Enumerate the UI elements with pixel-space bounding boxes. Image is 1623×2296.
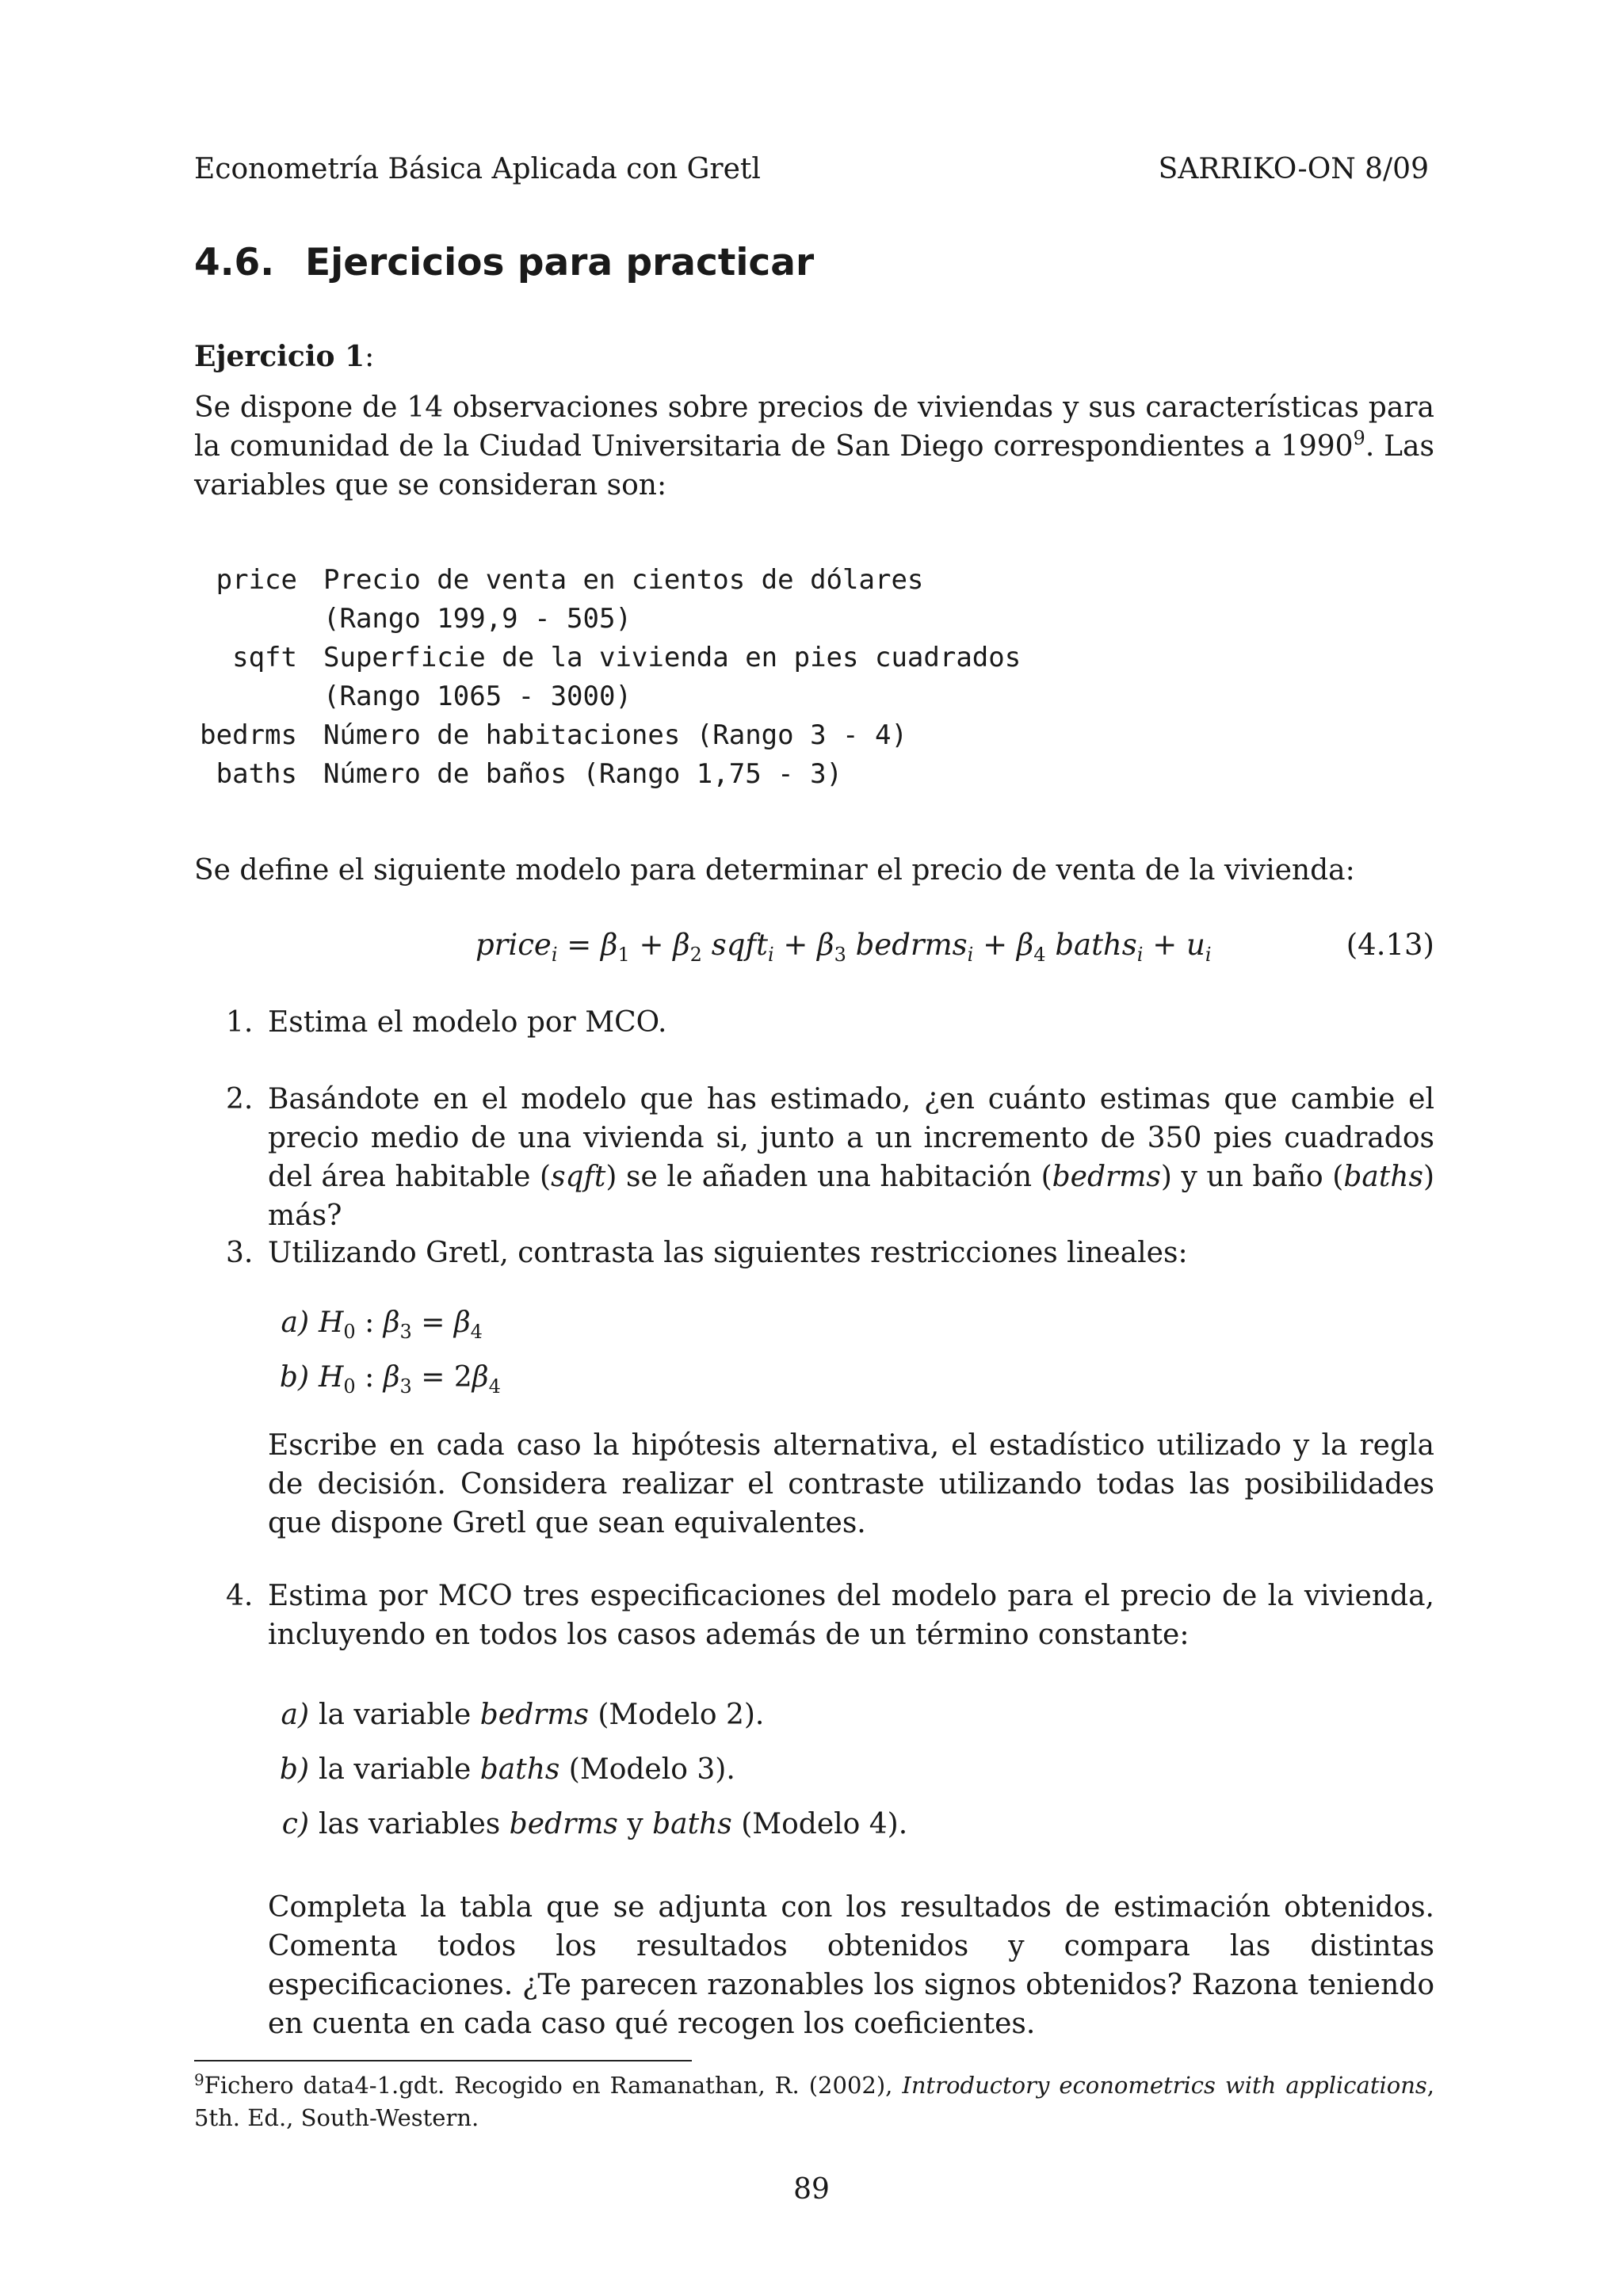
- variable-description: Número de baños (Rango 1,75 - 3): [323, 758, 843, 790]
- variable-row: [194, 755, 1021, 794]
- variable-row: [194, 600, 1021, 639]
- list-item-number: 1.: [226, 1006, 254, 1039]
- list-item-text: Estima el modelo por MCO.: [268, 1006, 667, 1039]
- exercise-title: Ejercicio 1: [194, 340, 365, 373]
- list-item: [194, 1080, 1434, 1235]
- variable-reference: baths: [479, 1753, 560, 1786]
- list-item-text: [268, 1080, 1434, 1235]
- intro-paragraph: [194, 388, 1434, 505]
- subitem-text: (Modelo 2).: [588, 1699, 765, 1731]
- list-item-text: Estima por MCO tres especificaciones del modelo para el precio de la vivienda, incluyendo en todos los casos además de un término constante:: [268, 1580, 1434, 1651]
- regression-equation: price$_i$ = $\beta_1 + \beta_2$ sqft$_i$ + $\beta_3$ bedrms$_i$ + $\beta_4$ baths$_i$ + $u_i$: [475, 928, 1212, 966]
- variable-row: [194, 677, 1021, 716]
- subitem-text: la variable: [319, 1753, 480, 1786]
- subitem-text: la variable: [319, 1699, 480, 1731]
- variable-name: price: [216, 564, 297, 596]
- section-heading: [194, 239, 814, 287]
- footnote-text: Fichero data4-1.gdt. Recogido en Ramanathan, R. (2002),: [204, 2072, 903, 2099]
- item-text-segment: ) y un baño (: [1160, 1161, 1344, 1193]
- list-item: [194, 1003, 1434, 1042]
- list-item: [194, 1577, 1434, 1654]
- footnote-mark: 9: [194, 2070, 204, 2089]
- variable-name: bedrms: [200, 719, 297, 751]
- variable-description: Número de habitaciones (Rango 3 - 4): [323, 719, 907, 751]
- intro-text: Se dispone de 14 observaciones sobre precios de viviendas y sus características para la comunidad de la Ciudad Universitaria de San Diego correspondientes a 1990: [194, 391, 1434, 463]
- exercise-colon: :: [365, 341, 375, 373]
- variable-row: [194, 639, 1021, 677]
- variable-row: [194, 716, 1021, 755]
- subitem-text: (Modelo 3).: [559, 1753, 735, 1786]
- exercise-label: [194, 339, 374, 375]
- hypothesis-b: b) $H_0$ : $\beta_3 = 2\beta_4$: [268, 1358, 501, 1397]
- variable-name: sqft: [232, 642, 297, 673]
- subitem-label: a): [281, 1306, 309, 1339]
- hypothesis-a: a) $H_0$ : $\beta_3 = \beta_4$: [268, 1303, 483, 1342]
- list-item-text: Utilizando Gretl, contrasta las siguientes restricciones lineales:: [268, 1237, 1188, 1269]
- footnote: [194, 2069, 1434, 2134]
- subitem-text: las variables: [319, 1808, 510, 1840]
- variable-reference: bedrms: [1052, 1161, 1161, 1193]
- model-intro: Se define el siguiente modelo para determinar el precio de venta de la vivienda:: [194, 854, 1355, 887]
- subitem-label: b): [279, 1753, 309, 1786]
- variable-description: Precio de venta en cientos de dólares: [323, 564, 924, 596]
- subitem-label: c): [281, 1808, 309, 1840]
- subitem-text: y: [617, 1808, 653, 1840]
- item-text-segment: ) se le añaden una habitación (: [605, 1161, 1052, 1193]
- variable-reference: bedrms: [509, 1808, 618, 1840]
- equation-number: (4.13): [1346, 928, 1434, 962]
- footnote-rule: [194, 2060, 692, 2061]
- variable-range: (Rango 199,9 - 505): [323, 603, 632, 635]
- list-item-number: 4.: [226, 1580, 254, 1612]
- variable-reference: baths: [652, 1808, 732, 1840]
- model-spec-b: [268, 1750, 735, 1789]
- item3-followup: Escribe en cada caso la hipótesis alternativa, el estadístico utilizado y la regla de decisión. Considera realizar el contraste utilizando todas las posibilidades que dispone Gretl que sean equivalentes.: [268, 1429, 1434, 1539]
- footnote-reference: 9: [1353, 427, 1365, 449]
- variable-row: [194, 561, 1021, 600]
- variable-list: [194, 561, 1021, 794]
- subitem-label: a): [281, 1699, 309, 1731]
- variable-reference: sqft: [551, 1161, 606, 1193]
- model-spec-a: [268, 1695, 764, 1734]
- variable-reference: bedrms: [479, 1699, 589, 1731]
- list-item-number: 3.: [226, 1237, 254, 1269]
- subitem-text: (Modelo 4).: [731, 1808, 908, 1840]
- item-text-segment: Basándote en el modelo que has estimado, ¿en cuánto estimas que cambie el precio medio de una vivienda si, junto a un incremento de 350 pies cuadrados del área habitable (: [268, 1083, 1434, 1193]
- model-spec-c: [268, 1805, 907, 1844]
- footnote-book-title: Introductory econometrics with applications: [902, 2072, 1427, 2099]
- item-text-segment: ) más?: [268, 1161, 1434, 1232]
- list-item: [194, 1234, 1434, 1272]
- list-item-number: 2.: [226, 1083, 254, 1116]
- page-number: 89: [793, 2173, 830, 2206]
- running-header-code: SARRIKO-ON 8/09: [1158, 153, 1429, 185]
- section-number: 4.6.: [194, 241, 275, 284]
- variable-reference: baths: [1343, 1161, 1423, 1193]
- variable-range: (Rango 1065 - 3000): [323, 681, 632, 712]
- intro-text-end: . Las variables que se consideran son:: [194, 430, 1434, 502]
- variable-description: Superficie de la vivienda en pies cuadrados: [323, 642, 1022, 673]
- variable-name: baths: [216, 758, 297, 790]
- subitem-label: b): [279, 1361, 309, 1394]
- section-title: Ejercicios para practicar: [305, 241, 815, 284]
- running-header-title: Econometría Básica Aplicada con Gretl: [194, 153, 761, 185]
- item4-followup: Completa la tabla que se adjunta con los resultados de estimación obtenidos. Comenta todos los resultados obtenidos y compara las distintas especificaciones. ¿Te parecen razonables los signos obtenidos? Razona teniendo en cuenta en cada caso qué recogen los coeficientes.: [268, 1891, 1434, 2040]
- footnote-text: , 5th. Ed., South-Western.: [194, 2072, 1434, 2131]
